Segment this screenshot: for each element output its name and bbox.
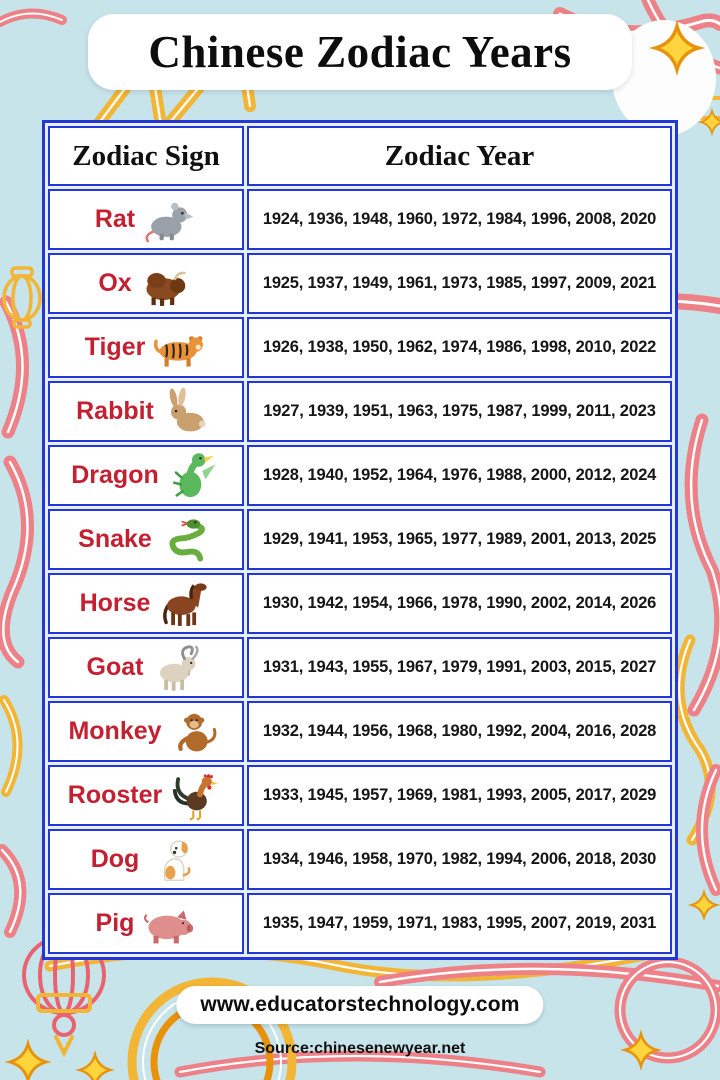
- zodiac-years: 1924, 1936, 1948, 1960, 1972, 1984, 1996, 2008, 2020: [247, 189, 672, 250]
- zodiac-sign-cell: [48, 637, 244, 698]
- goat-icon: [147, 641, 205, 695]
- title-box: [88, 14, 632, 90]
- zodiac-sign-cell: [48, 701, 244, 762]
- zodiac-sign-label: Horse: [79, 589, 151, 617]
- zodiac-years: 1935, 1947, 1959, 1971, 1983, 1995, 2007, 2019, 2031: [247, 893, 672, 954]
- zodiac-years: 1928, 1940, 1952, 1964, 1976, 1988, 2000, 2012, 2024: [247, 445, 672, 506]
- monkey-icon: [166, 705, 224, 759]
- zodiac-years: 1932, 1944, 1956, 1968, 1980, 1992, 2004, 2016, 2028: [247, 701, 672, 762]
- zodiac-years: 1927, 1939, 1951, 1963, 1975, 1987, 1999, 2011, 2023: [247, 381, 672, 442]
- table-row: [48, 573, 672, 634]
- zodiac-sign-cell: [48, 573, 244, 634]
- table-row: [48, 381, 672, 442]
- dog-icon: [143, 833, 201, 887]
- table-row: [48, 701, 672, 762]
- zodiac-years: 1930, 1942, 1954, 1966, 1978, 1990, 2002, 2014, 2026: [247, 573, 672, 634]
- page-title: Chinese Zodiac Years: [148, 26, 572, 77]
- zodiac-sign-cell: [48, 189, 244, 250]
- table-row: [48, 637, 672, 698]
- zodiac-sign-label: Dragon: [71, 461, 159, 489]
- tiger-icon: [149, 321, 207, 375]
- table-row: [48, 189, 672, 250]
- zodiac-sign-label: Rabbit: [76, 397, 154, 425]
- zodiac-years: 1929, 1941, 1953, 1965, 1977, 1989, 2001, 2013, 2025: [247, 509, 672, 570]
- rabbit-icon: [158, 385, 216, 439]
- zodiac-years: 1931, 1943, 1955, 1967, 1979, 1991, 2003, 2015, 2027: [247, 637, 672, 698]
- zodiac-sign-label: Goat: [86, 653, 144, 681]
- zodiac-table: [42, 120, 678, 960]
- zodiac-sign-cell: [48, 381, 244, 442]
- zodiac-sign-cell: [48, 893, 244, 954]
- table-row: [48, 317, 672, 378]
- source-text: Source:chinesenewyear.net: [254, 1040, 466, 1057]
- zodiac-sign-cell: [48, 445, 244, 506]
- zodiac-years: 1933, 1945, 1957, 1969, 1981, 1993, 2005, 2017, 2029: [247, 765, 672, 826]
- ox-icon: [136, 257, 194, 311]
- zodiac-sign-cell: [48, 765, 244, 826]
- table-row: [48, 829, 672, 890]
- zodiac-sign-label: Tiger: [84, 333, 146, 361]
- zodiac-sign-label: Ox: [98, 269, 132, 297]
- zodiac-sign-label: Rooster: [67, 781, 163, 809]
- zodiac-sign-cell: [48, 317, 244, 378]
- rooster-icon: [166, 769, 224, 823]
- zodiac-sign-cell: [48, 509, 244, 570]
- zodiac-years: 1926, 1938, 1950, 1962, 1974, 1986, 1998, 2010, 2022: [247, 317, 672, 378]
- zodiac-sign-label: Monkey: [68, 717, 162, 745]
- table-row: [48, 509, 672, 570]
- website-url: www.educatorstechnology.com: [200, 993, 520, 1016]
- rat-icon: [139, 193, 197, 247]
- zodiac-sign-cell: [48, 829, 244, 890]
- pig-icon: [138, 897, 196, 951]
- zodiac-sign-label: Rat: [94, 205, 136, 233]
- dragon-icon: [163, 449, 221, 503]
- snake-icon: [156, 513, 214, 567]
- table-row: [48, 253, 672, 314]
- header-zodiac-sign: Zodiac Sign: [48, 126, 244, 186]
- table-row: [48, 893, 672, 954]
- zodiac-sign-cell: [48, 253, 244, 314]
- header-zodiac-year: Zodiac Year: [247, 126, 672, 186]
- table-row: [48, 445, 672, 506]
- table-header-row: [48, 126, 672, 186]
- zodiac-sign-label: Pig: [95, 909, 135, 937]
- zodiac-sign-label: Snake: [78, 525, 152, 553]
- horse-icon: [154, 577, 212, 631]
- website-pill: [176, 986, 543, 1024]
- zodiac-years: 1934, 1946, 1958, 1970, 1982, 1994, 2006, 2018, 2030: [247, 829, 672, 890]
- table-row: [48, 765, 672, 826]
- zodiac-years: 1925, 1937, 1949, 1961, 1973, 1985, 1997, 2009, 2021: [247, 253, 672, 314]
- zodiac-sign-label: Dog: [90, 845, 140, 873]
